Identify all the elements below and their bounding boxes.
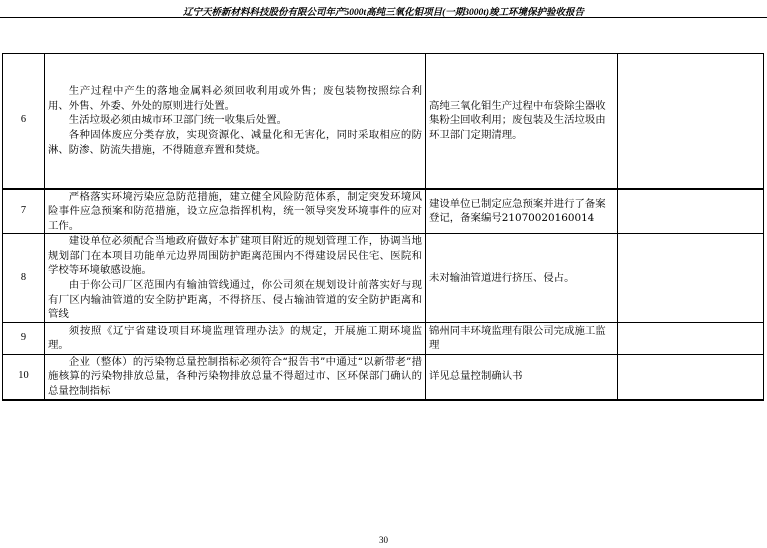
table-row [3,322,764,354]
requirement-paragraph: 须按照《辽宁省建设项目环境监理管理办法》的规定，开展施工期环境监理。 [48,324,422,352]
row-number: 10 [3,354,45,399]
requirement-cell [45,54,426,189]
requirement-paragraph: 严格落实环境污染应急防范措施，建立健全风险防范体系，制定突发环境风险事件应急预案和防范措施，设立应急指挥机构，统一领导突发环境事件的应对工作。 [48,190,422,232]
requirement-cell [45,322,426,354]
row-number: 8 [3,234,45,323]
implementation-status-cell: 建设单位已制定应急预案并进行了备案登记，备案编号21070020160014 [426,189,618,234]
implementation-status-cell: 详见总量控制确认书 [426,354,618,399]
requirement-cell [45,189,426,234]
table-row [3,234,764,323]
remark-cell [618,54,764,189]
requirement-paragraph: 由于你公司厂区范围内有输油管线通过，你公司须在规划设计前落实好与现有厂区内输油管道的安全防护距离，不得挤压、侵占输油管道的安全防护距离和管线 [48,279,422,321]
requirement-cell [45,234,426,323]
table-row [3,189,764,234]
acceptance-table [2,53,764,401]
row-number: 9 [3,322,45,354]
requirement-cell [45,354,426,399]
implementation-status-cell: 锦州同丰环境监理有限公司完成施工监理 [426,322,618,354]
requirement-paragraph: 建设单位必须配合当地政府做好本扩建项目附近的规划管理工作，协调当地规划部门在本项目功能单元边界周围防护距离范围内不得建设居民住宅、医院和学校等环境敏感设施。 [48,235,422,277]
page-header-title: 辽宁天桥新材料科技股份有限公司年产5000t高纯三氧化钼项目(一期3000t)竣工环境保护验收报告 [182,8,585,18]
requirement-paragraph: 企业（整体）的污染物总量控制指标必须符合“报告书”中通过“以新带老”措施核算的污染物排放总量，各种污染物排放总量不得超过市、区环保部门确认的总量控制指标 [48,355,422,398]
remark-cell [618,234,764,323]
table-row [3,54,764,189]
implementation-status-cell: 高纯三氧化钼生产过程中布袋除尘器收集粉尘回收利用；废包装及生活垃圾由环卫部门定期清理。 [426,54,618,189]
remark-cell [618,322,764,354]
remark-cell [618,189,764,234]
row-number: 7 [3,189,45,234]
page-number: 30 [379,535,388,545]
row-number: 6 [3,54,45,189]
requirement-paragraph: 生活垃圾必须由城市环卫部门统一收集后处置。 [68,114,287,127]
requirement-paragraph: 生产过程中产生的落地金属料必须回收利用或外售；废包装物按照综合利用、外售、外委、外处的原则进行处置。 [48,85,422,112]
implementation-status-cell: 未对输油管道进行挤压、侵占。 [426,234,618,323]
requirement-paragraph: 各种固体废应分类存放，实现资源化、减量化和无害化，同时采取相应的防淋、防渗、防流失措施，不得随意弃置和焚烧。 [48,129,422,156]
remark-cell [618,354,764,399]
header-divider [0,17,767,18]
table-row [3,354,764,399]
